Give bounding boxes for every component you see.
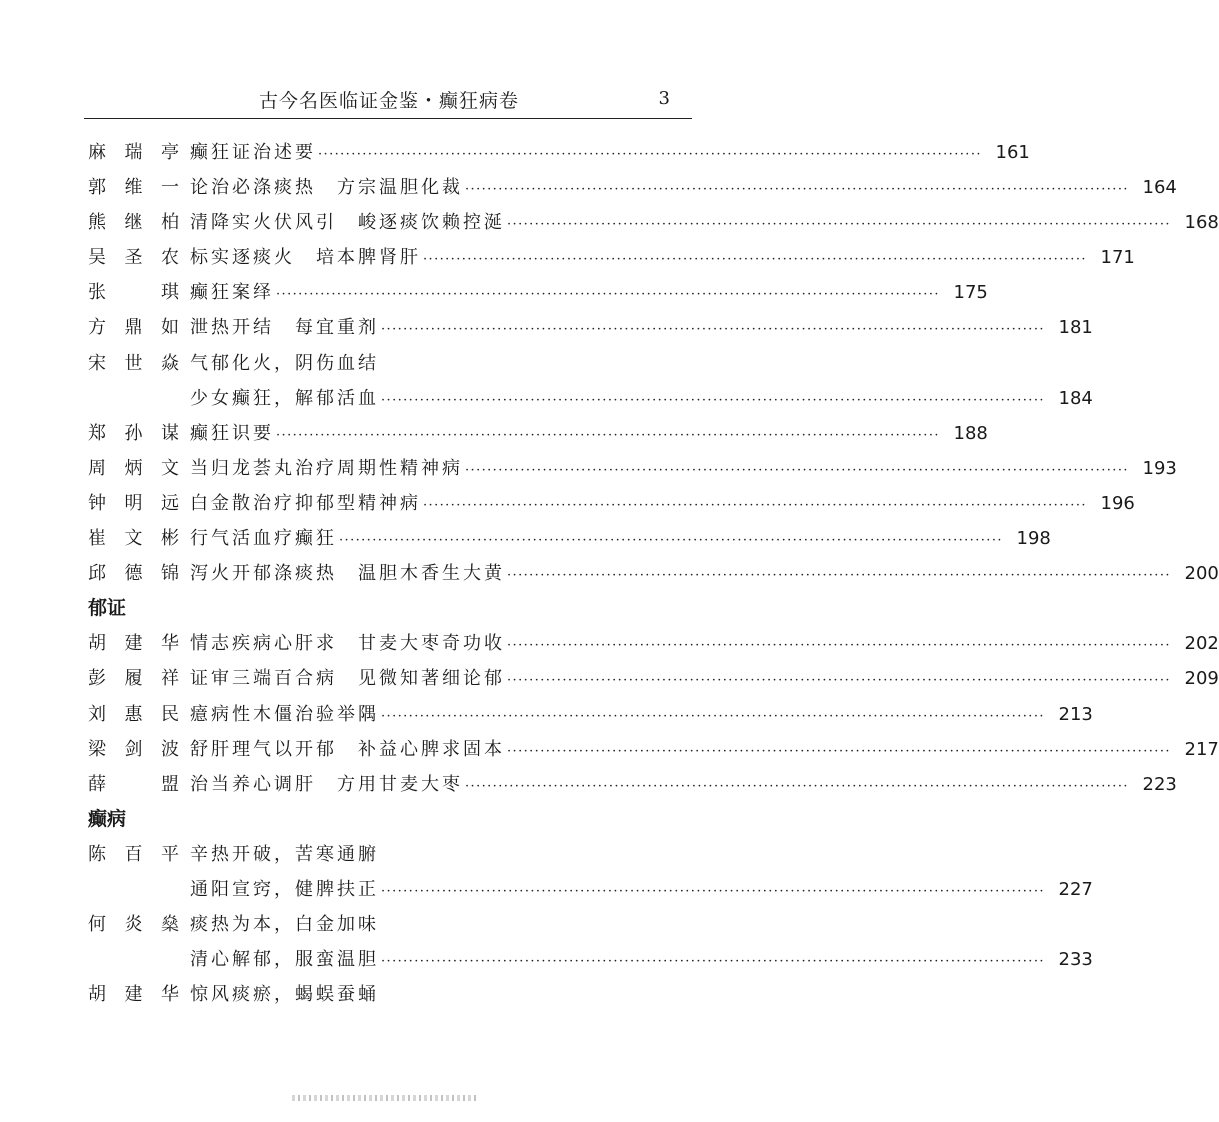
- running-header: [84, 84, 692, 118]
- header-rule: [84, 118, 692, 119]
- author-name: 刘惠民: [88, 703, 180, 725]
- toc-entry[interactable]: [88, 346, 692, 381]
- entry-title: 舒肝理气以开郁 补益心脾求固本: [190, 738, 505, 760]
- entry-page: 188: [953, 422, 988, 444]
- entry-title: 清心解郁，服蛮温胆: [190, 949, 379, 971]
- toc-entry[interactable]: [88, 451, 1177, 486]
- entry-page: 198: [1016, 528, 1051, 550]
- entry-title: 癫狂识要: [190, 422, 274, 444]
- toc-entry[interactable]: [88, 521, 1051, 556]
- toc-entry[interactable]: [88, 486, 1135, 521]
- toc-entry[interactable]: [88, 135, 1030, 170]
- toc-entry[interactable]: [88, 205, 1219, 240]
- dot-leader: ························································································································: [381, 322, 1045, 338]
- toc-entry[interactable]: [88, 556, 1219, 591]
- author-name: 彭履祥: [88, 668, 180, 690]
- dot-leader: ························································································································: [507, 743, 1171, 759]
- dot-leader: ························································································································: [507, 673, 1171, 689]
- toc-entry[interactable]: [88, 977, 692, 1012]
- author-name: 周炳文: [88, 457, 180, 479]
- toc-entry[interactable]: [88, 907, 692, 942]
- entry-title: 少女癫狂，解郁活血: [190, 387, 379, 409]
- dot-leader: ························································································································: [381, 392, 1045, 408]
- scan-artifact: [292, 1095, 478, 1101]
- entry-title: 癫狂证治述要: [190, 142, 316, 163]
- toc-entry[interactable]: [88, 697, 1093, 732]
- dot-leader: ························································································································: [507, 568, 1171, 584]
- entry-title: 情志疾病心肝求 甘麦大枣奇功收: [190, 633, 505, 655]
- author-name: 邱德锦: [88, 563, 180, 585]
- entry-title: 标实逐痰火 培本脾肾肝: [190, 247, 421, 269]
- entry-page: 168: [1184, 212, 1219, 234]
- author-name: 陈百平: [88, 843, 180, 865]
- author-name: 宋世焱: [88, 352, 180, 374]
- author-name: 崔文彬: [88, 528, 180, 550]
- entry-title: 清降实火伏风引 峻逐痰饮赖控涎: [190, 212, 505, 234]
- entry-page: 209: [1184, 668, 1219, 690]
- entry-page: 223: [1142, 773, 1177, 795]
- entry-page: 161: [995, 142, 1030, 163]
- table-of-contents: [88, 135, 1219, 1012]
- dot-leader: ························································································································: [381, 883, 1045, 899]
- dot-leader: ························································································································: [318, 147, 982, 162]
- dot-leader: ························································································································: [276, 287, 940, 303]
- entry-title: 痰热为本，白金加味: [190, 914, 379, 936]
- toc-entry[interactable]: [88, 310, 1093, 345]
- dot-leader: ························································································································: [465, 778, 1129, 794]
- dot-leader: ························································································································: [465, 462, 1129, 478]
- entry-page: 164: [1142, 177, 1177, 199]
- author-name: 熊继柏: [88, 212, 180, 234]
- entry-title: 行气活血疗癫狂: [190, 528, 337, 550]
- entry-page: 171: [1100, 247, 1135, 269]
- dot-leader: ························································································································: [423, 497, 1087, 513]
- toc-entry[interactable]: [88, 240, 1135, 275]
- entry-page: 200: [1184, 563, 1219, 585]
- section-heading-dianbing: 癫病: [88, 807, 127, 830]
- toc-entry[interactable]: [88, 626, 1219, 661]
- author-name: 麻瑞亭: [88, 142, 180, 163]
- toc-entry[interactable]: [88, 767, 1177, 802]
- author-name: 郭维一: [88, 177, 180, 199]
- author-name: 薛盟: [88, 773, 180, 795]
- author-name: 郑孙谋: [88, 422, 180, 444]
- toc-entry[interactable]: [88, 416, 988, 451]
- entry-title: 气郁化火，阴伤血结: [190, 352, 379, 374]
- entry-title: 当归龙荟丸治疗周期性精神病: [190, 457, 463, 479]
- entry-page: 213: [1058, 703, 1093, 725]
- author-name: 胡建华: [88, 984, 180, 1006]
- entry-page: 193: [1142, 457, 1177, 479]
- toc-entry[interactable]: [88, 732, 1219, 767]
- entry-title: 泻火开郁涤痰热 温胆木香生大黄: [190, 563, 505, 585]
- entry-title: 通阳宣窍，健脾扶正: [190, 878, 379, 900]
- entry-title: 癔病性木僵治验举隅: [190, 703, 379, 725]
- dot-leader: ························································································································: [465, 182, 1129, 198]
- entry-title: 辛热开破，苦寒通腑: [190, 843, 379, 865]
- entry-title: 治当养心调肝 方用甘麦大枣: [190, 773, 463, 795]
- entry-page: 175: [953, 282, 988, 304]
- author-name: 梁剑波: [88, 738, 180, 760]
- dot-leader: ························································································································: [381, 954, 1045, 970]
- entry-page: 227: [1058, 878, 1093, 900]
- entry-page: 217: [1184, 738, 1219, 760]
- dot-leader: ························································································································: [507, 217, 1171, 233]
- toc-entry[interactable]: [88, 837, 692, 872]
- entry-title: 论治必涤痰热 方宗温胆化裁: [190, 177, 463, 199]
- entry-title: 白金散治疗抑郁型精神病: [190, 492, 421, 514]
- dot-leader: ························································································································: [507, 638, 1171, 654]
- toc-entry[interactable]: [88, 661, 1219, 696]
- toc-entry-continuation[interactable]: [88, 872, 1093, 907]
- page-number: 3: [658, 88, 670, 109]
- entry-title: 泄热开结 每宜重剂: [190, 317, 379, 339]
- toc-entry[interactable]: [88, 275, 988, 310]
- entry-title: 惊风痰瘀，蝎蜈蚕蛹: [190, 984, 379, 1006]
- dot-leader: ························································································································: [381, 708, 1045, 724]
- author-name: 何炎燊: [88, 914, 180, 936]
- toc-entry[interactable]: [88, 170, 1177, 205]
- dot-leader: ························································································································: [276, 427, 940, 443]
- entry-page: 184: [1058, 387, 1093, 409]
- book-title: 古今名医临证金鉴・癫狂病卷: [259, 90, 520, 112]
- author-name: 方鼎如: [88, 317, 180, 339]
- entry-page: 196: [1100, 492, 1135, 514]
- author-name: 吴圣农: [88, 247, 180, 269]
- entry-page: 181: [1058, 317, 1093, 339]
- toc-entry-continuation[interactable]: [88, 381, 1093, 416]
- author-name: 胡建华: [88, 633, 180, 655]
- entry-page: 233: [1058, 949, 1093, 971]
- dot-leader: ························································································································: [339, 533, 1003, 549]
- author-name: 张琪: [88, 282, 180, 304]
- section-heading-yuzheng: 郁证: [88, 597, 127, 620]
- author-name: 钟明远: [88, 492, 180, 514]
- entry-title: 证审三端百合病 见微知著细论郁: [190, 668, 505, 690]
- entry-title: 癫狂案绎: [190, 282, 274, 304]
- toc-entry-continuation[interactable]: [88, 942, 1093, 977]
- entry-page: 202: [1184, 633, 1219, 655]
- dot-leader: ························································································································: [423, 252, 1087, 268]
